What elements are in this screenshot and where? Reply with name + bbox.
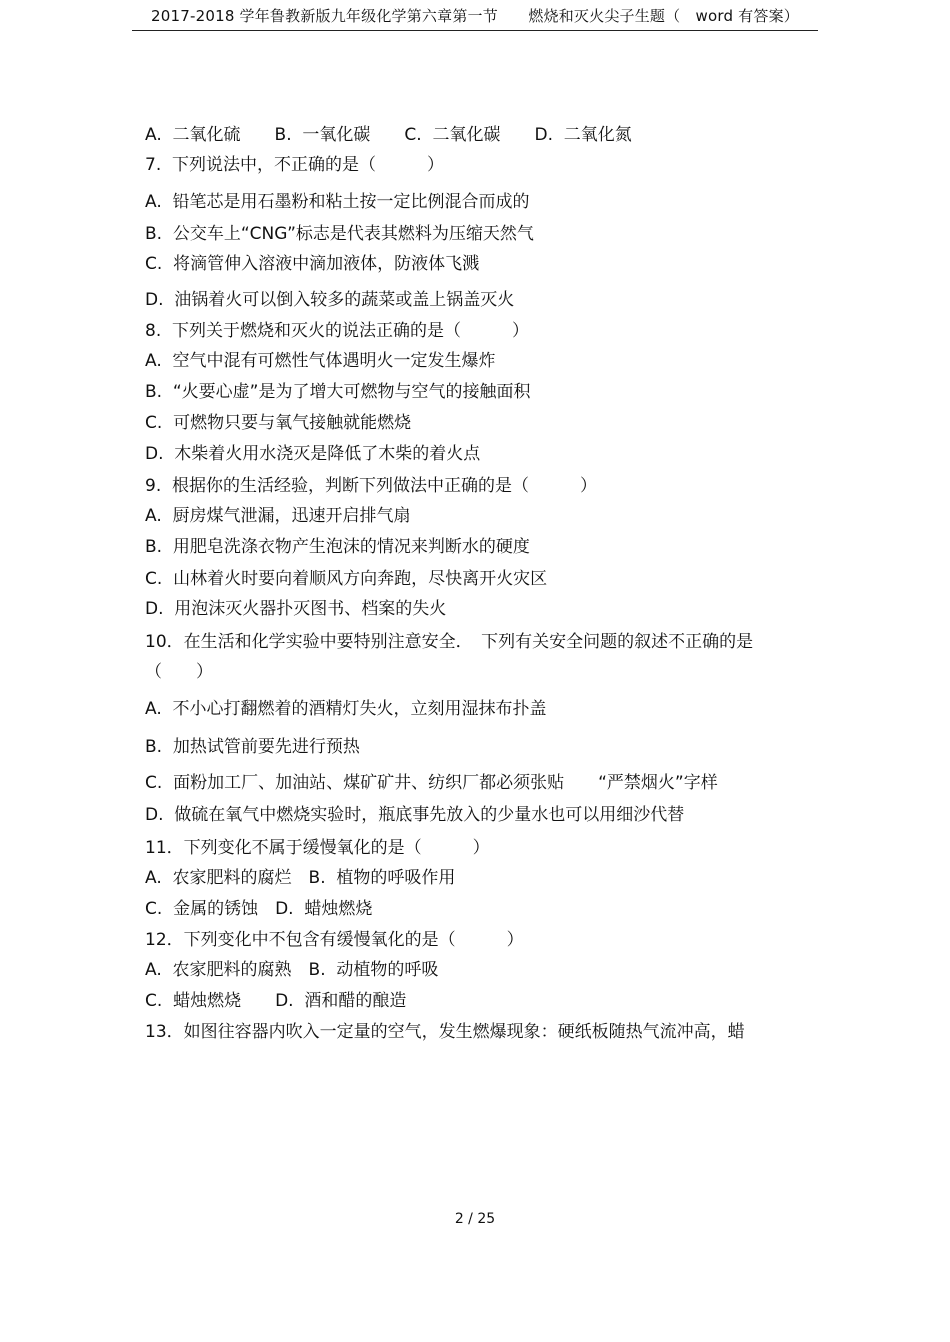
text-line: B. 公交车上“CNG”标志是代表其燃料为压缩天然气 xyxy=(145,224,534,244)
text-line: D. 油锅着火可以倒入较多的蔬菜或盖上锅盖灭火 xyxy=(145,290,515,310)
text-line: A. 铅笔芯是用石墨粉和粘土按一定比例混合而成的 xyxy=(145,192,530,212)
text-line: 9. 根据你的生活经验，判断下列做法中正确的是（ ） xyxy=(145,476,598,496)
text-line: A. 农家肥料的腐熟 B. 动植物的呼吸 xyxy=(145,960,439,980)
text-line: 13．如图往容器内吹入一定量的空气，发生燃爆现象：硬纸板随热气流冲高，蜡 xyxy=(145,1022,745,1042)
page-number: 2 / 25 xyxy=(454,1211,496,1227)
text-line: D. 做硫在氧气中燃烧实验时，瓶底事先放入的少量水也可以用细沙代替 xyxy=(145,805,685,825)
text-line: 8. 下列关于燃烧和灭火的说法正确的是（ ） xyxy=(145,321,530,341)
text-line: A. 空气中混有可燃性气体遇明火一定发生爆炸 xyxy=(145,351,496,371)
text-line: C. 金属的锈蚀 D. 蜡烛燃烧 xyxy=(145,899,373,919)
text-line: 10．在生活和化学实验中要特别注意安全． 下列有关安全问题的叙述不正确的是 xyxy=(145,632,754,652)
text-line: C. 可燃物只要与氧气接触就能燃烧 xyxy=(145,413,412,433)
text-line: D. 木柴着火用水浇灭是降低了木柴的着火点 xyxy=(145,444,481,464)
text-line: C. 山林着火时要向着顺风方向奔跑，尽快离开火灾区 xyxy=(145,569,548,589)
text-line: 12．下列变化中不包含有缓慢氧化的是（ ） xyxy=(145,930,524,950)
text-line: B. 用肥皂洗涤衣物产生泡沫的情况来判断水的硬度 xyxy=(145,537,530,557)
text-line: C. 将滴管伸入溶液中滴加液体，防液体飞溅 xyxy=(145,254,480,274)
text-line: A. 厨房煤气泄漏，迅速开启排气扇 xyxy=(145,506,411,526)
page-header: 2017-2018 学年鲁教新版九年级化学第六章第一节 燃烧和灭火尖子生题（ word 有答案） xyxy=(132,6,818,31)
text-line: B. 加热试管前要先进行预热 xyxy=(145,737,360,757)
text-line: A. 农家肥料的腐烂 B. 植物的呼吸作用 xyxy=(145,868,456,888)
text-line: C. 面粉加工厂、加油站、煤矿矿井、纺织厂都必须张贴 “严禁烟火”字样 xyxy=(145,773,718,793)
text-line: A. 二氧化硫 B. 一氧化碳 C. 二氧化碳 D. 二氧化氮 xyxy=(145,125,632,145)
text-line: C. 蜡烛燃烧 D. 酒和醋的酿造 xyxy=(145,991,407,1011)
text-line: D. 用泡沫灭火器扑灭图书、档案的失火 xyxy=(145,599,447,619)
text-line: 7. 下列说法中，不正确的是（ ） xyxy=(145,155,445,175)
text-line: （ ） xyxy=(145,662,213,682)
text-line: A. 不小心打翻燃着的酒精灯失火，立刻用湿抹布扑盖 xyxy=(145,699,547,719)
text-line: B. “火要心虚”是为了增大可燃物与空气的接触面积 xyxy=(145,382,531,402)
text-line: 11．下列变化不属于缓慢氧化的是（ ） xyxy=(145,838,490,858)
